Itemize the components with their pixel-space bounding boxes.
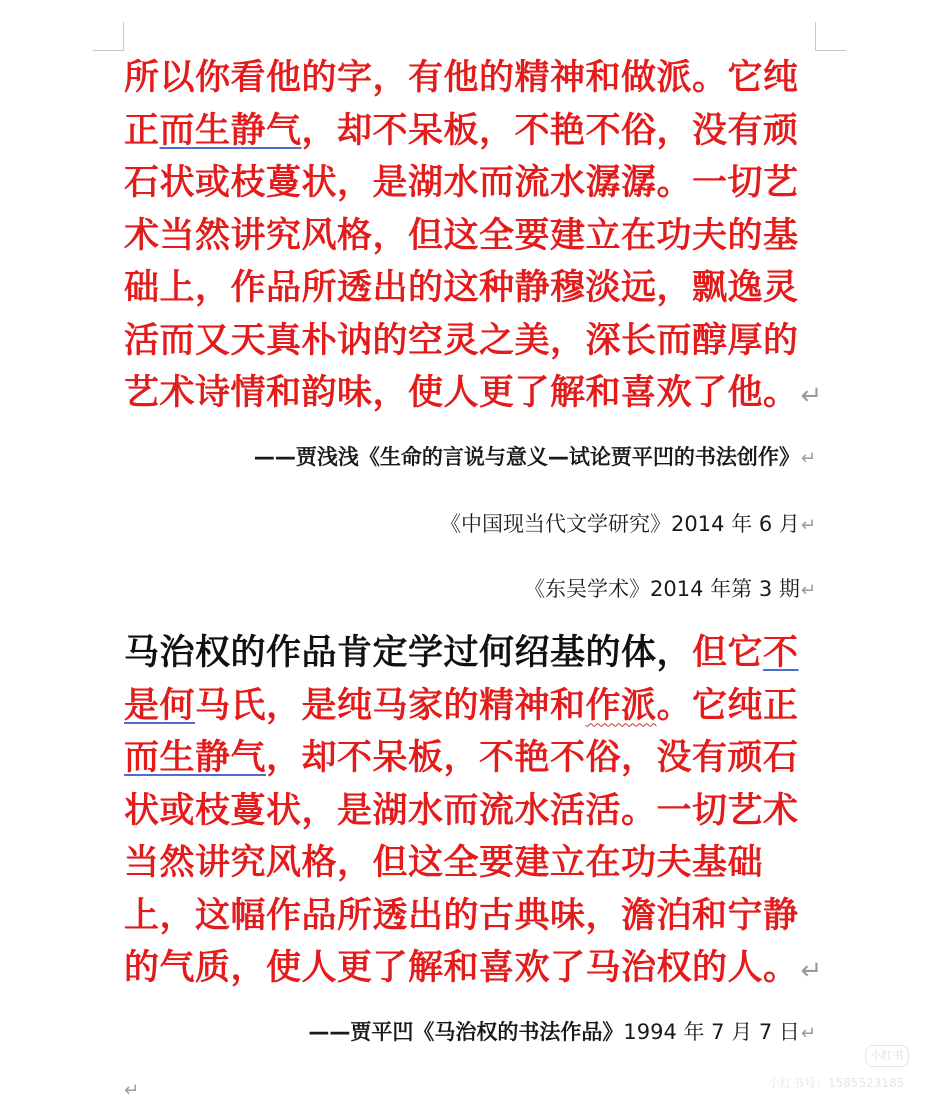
paragraph-2-text-2: 马氏，是纯马家的精神和	[195, 685, 586, 726]
watermark-text: 小红书号：1585523185	[768, 1076, 905, 1090]
watermark-badge: 小红书	[865, 1045, 909, 1067]
paragraph-mark: ↵	[800, 448, 816, 469]
paragraph-1-underlined-phrase: 而生静气	[159, 110, 302, 151]
paragraph-2-text-3: 。它纯正	[656, 685, 799, 726]
paragraph-1-text: 所以你看他的字，有他的精神和做派。它纯正	[124, 58, 799, 151]
citation-1-journal-1-text: 《中国现当代文学研究》2014 年 6 月	[440, 512, 800, 536]
paragraph-mark: ↵	[800, 1023, 816, 1044]
citation-1-journal-2-text: 《东吴学术》2014 年第 3 期	[524, 577, 800, 601]
paragraph-2-text-1: 但它	[692, 633, 764, 673]
page-corner-mark-left	[93, 22, 124, 51]
citation-2-author-title: ——贾平凹《马治权的书法作品》	[308, 1020, 624, 1044]
paragraph-2-black-text: 马治权的作品肯定学过何绍基的体，	[124, 633, 693, 673]
paragraph-1-text-rest: ，却不呆板，不艳不俗，没有顽石状或枝蔓状，是湖水而流水潺潺。一切艺术当然讲究风格，但这全要建立在功夫的基础上，作品所透出的这种静穆淡远，飘逸灵活而又天真朴讷的空灵之美，深长而醇厚的艺术诗情和韵味，使人更了解和喜欢了他。	[124, 110, 799, 413]
page-corner-mark-right	[815, 22, 846, 51]
citation-2-date: 1994 年 7 月 7 日	[623, 1020, 800, 1044]
paragraph-mark: ↵	[800, 956, 823, 986]
citation-1-journal-1	[440, 508, 816, 538]
citation-2-source	[308, 1016, 816, 1046]
paragraph-mark: ↵	[800, 515, 816, 536]
paragraph-mark: ↵	[800, 381, 823, 411]
paragraph-1	[124, 52, 824, 423]
empty-paragraph-mark: ↵	[124, 1080, 140, 1101]
paragraph-2-underlined-phrase-1: 不是何	[124, 633, 799, 726]
paragraph-2-spellcheck-word: 作派	[585, 685, 657, 726]
paragraph-2-text-4: ，却不呆板，不艳不俗，没有顽石状或枝蔓状，是湖水而流水活活。一切艺术当然讲究风格，但这全要建立在功夫基础上，这幅作品所透出的古典味，澹泊和宁静的气质，使人更了解和喜欢了马治权的人。	[124, 738, 799, 988]
paragraph-2-underlined-phrase-2: 而生静气	[124, 738, 267, 778]
paragraph-2	[124, 627, 824, 998]
paragraph-mark: ↵	[800, 580, 816, 601]
citation-1-journal-2	[524, 573, 816, 603]
citation-1-source	[254, 441, 816, 471]
citation-1-author-title: ——贾浅浅《生命的言说与意义—试论贾平凹的书法创作》	[253, 445, 800, 469]
